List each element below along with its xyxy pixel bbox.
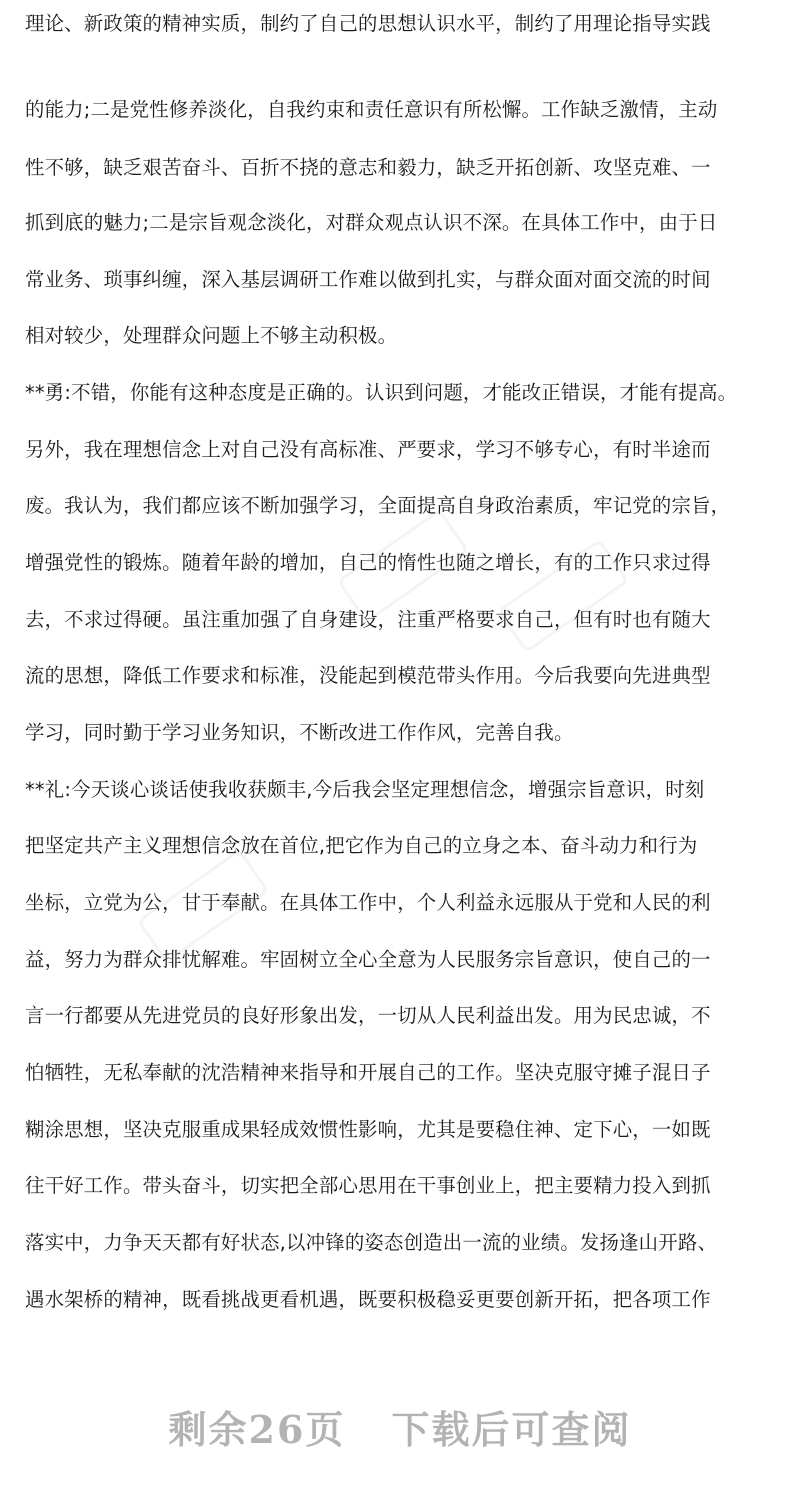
text-line: 的能力;二是党性修养淡化，自我约束和责任意识有所松懈。工作缺乏激情，主动 (25, 98, 718, 121)
download-to-view-label[interactable]: 下载后可查阅 (391, 1407, 632, 1452)
text-line: 理论、新政策的精神实质，制约了自己的思想认识水平，制约了用理论指导实践 (25, 12, 711, 35)
text-line: 往干好工作。带头奋斗，切实把全部心思用在干事创业上，把主要精力投入到抓 (25, 1174, 711, 1197)
text-line: 废。我认为，我们都应该不断加强学习，全面提高自身政治素质，牢记党的宗旨， (25, 494, 731, 517)
text-line: 把坚定共产主义理想信念放在首位,把它作为自己的立身之本、奋斗动力和行为 (25, 834, 698, 857)
text-line: 怕牺牲，无私奉献的沈浩精神来指导和开展自己的工作。坚决克服守摊子混日子 (25, 1061, 711, 1084)
remaining-pages-label: 剩余26页 (168, 1407, 346, 1452)
text-line: 言一行都要从先进党员的良好形象出发，一切从人民利益出发。用为民忠诚，不 (25, 1004, 711, 1027)
text-line: 性不够，缺乏艰苦奋斗、百折不挠的意志和毅力，缺乏开拓创新、攻坚克难、一 (25, 156, 711, 179)
text-line: 相对较少，处理群众问题上不够主动积极。 (25, 324, 398, 347)
text-line: 益，努力为群众排忧解难。牢固树立全心全意为人民服务宗旨意识，使自己的一 (25, 948, 711, 971)
text-line: **礼:今天谈心谈话使我收获颇丰,今后我会坚定理想信念，增强宗旨意识，时刻 (25, 778, 705, 801)
text-line: 流的思想，降低工作要求和标准，没能起到模范带头作用。今后我要向先进典型 (25, 664, 711, 687)
text-line: 糊涂思想，坚决克服重成果轻成效惯性影响，尤其是要稳住神、定下心，一如既 (25, 1118, 711, 1141)
text-line: 落实中，力争天天都有好状态,以冲锋的姿态创造出一流的业绩。发扬逢山开路、 (25, 1231, 718, 1254)
text-line: 抓到底的魅力;二是宗旨观念淡化，对群众观点认识不深。在具体工作中，由于日 (25, 211, 718, 234)
text-line: 去，不求过得硬。虽注重加强了自身建设，注重严格要求自己，但有时也有随大 (25, 608, 711, 631)
text-line: 遇水架桥的精神，既看挑战更看机遇，既要积极稳妥更要创新开拓，把各项工作 (25, 1288, 711, 1311)
text-line: 常业务、琐事纠缠，深入基层调研工作难以做到扎实，与群众面对面交流的时间 (25, 268, 711, 291)
text-line: 另外，我在理想信念上对自己没有高标准、严要求，学习不够专心，有时半途而 (25, 438, 711, 461)
text-line: 增强党性的锻炼。随着年龄的增加，自己的惰性也随之增长，有的工作只求过得 (25, 551, 711, 574)
download-prompt[interactable] (0, 1400, 800, 1460)
text-line: 坐标，立党为公，甘于奉献。在具体工作中，个人利益永远服从于党和人民的利 (25, 891, 711, 914)
text-line: 学习，同时勤于学习业务知识，不断改进工作作风，完善自我。 (25, 721, 574, 744)
text-line: **勇:不错，你能有这种态度是正确的。认识到问题，才能改正错误，才能有提高。 (25, 381, 738, 404)
